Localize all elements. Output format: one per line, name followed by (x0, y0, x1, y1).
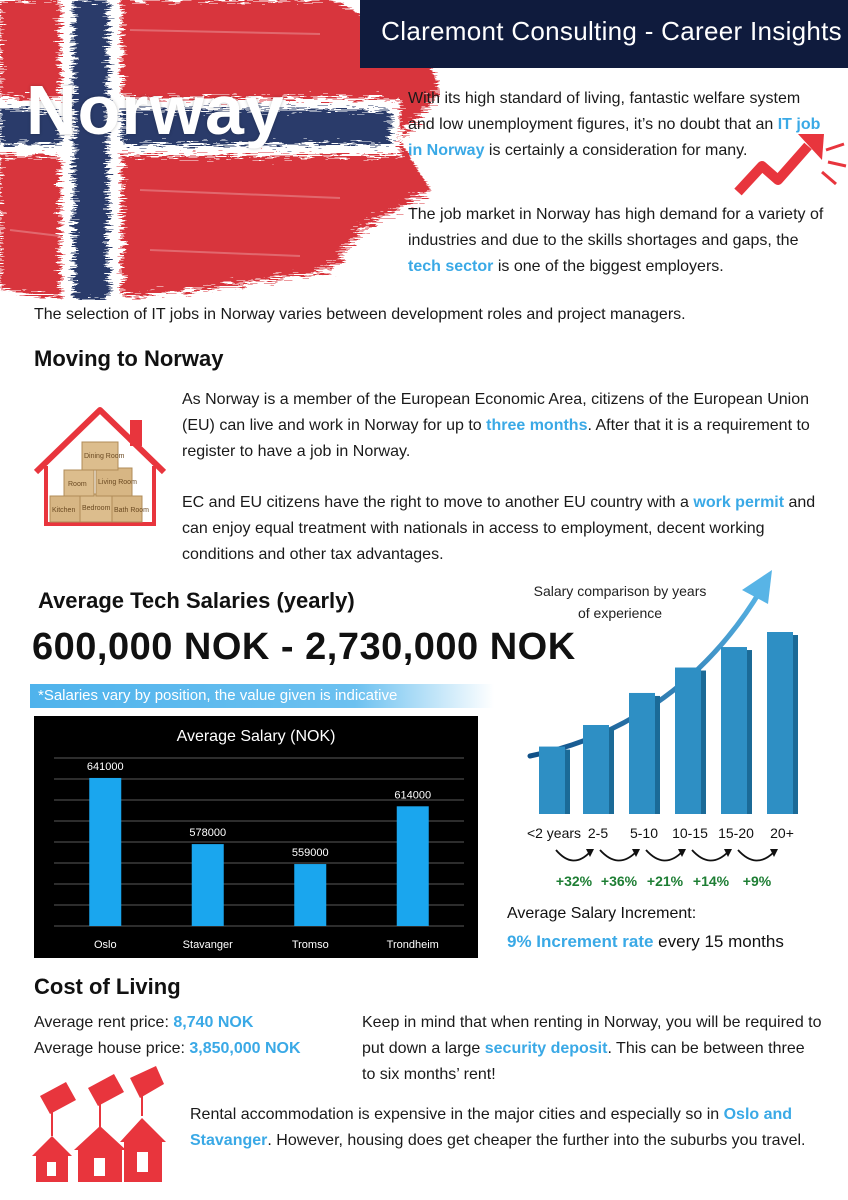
increment-arrow (646, 850, 682, 861)
increment-label: Average Salary Increment: (507, 905, 697, 922)
increment-label: +9% (742, 873, 772, 889)
increment-arrow (600, 850, 636, 861)
box-label-room: Room (68, 481, 87, 488)
intro-2-text: The job market in Norway has high demand for a variety of industries and due to the skills shortages and gaps, the (408, 206, 824, 249)
experience-bar (539, 747, 565, 814)
experience-bar (629, 693, 655, 814)
experience-bar-side (747, 650, 752, 814)
intro-2-highlight: tech sector (408, 258, 494, 275)
increment-arrow-head (724, 849, 732, 857)
deposit-text-end: . This can be between three to six months’ rent! (362, 1040, 805, 1083)
increment-rate-text: every 15 months (653, 932, 784, 951)
box-label-bathroom: Bath Room (114, 507, 150, 514)
header-bar (360, 0, 848, 68)
increment-label: +14% (692, 873, 730, 889)
city-bar-value-label: 578000 (189, 827, 227, 840)
increment-rate (507, 932, 784, 952)
experience-category-label: 20+ (770, 825, 794, 841)
city-chart-title: Average Salary (NOK) (176, 728, 336, 745)
city-bar-stavanger (192, 844, 224, 926)
moving-heading: Moving to Norway (34, 346, 224, 371)
moving-house-icon (28, 398, 168, 534)
intro-paragraph-3: The selection of IT jobs in Norway varies between development roles and project managers. (34, 306, 686, 323)
experience-bar (675, 668, 701, 814)
city-bar-value-label: 614000 (394, 789, 432, 802)
city-category-label: Stavanger (182, 939, 233, 951)
header-title: Claremont Consulting - Career Insights (381, 16, 842, 46)
rent-price-line (34, 1010, 253, 1036)
city-category-label: Oslo (93, 939, 117, 951)
rent-label: Average rent price: (34, 1014, 174, 1031)
intro-1-text-end: is certainly a consideration for many. (484, 142, 748, 159)
moving-2-text-end: and can enjoy equal treatment with nationals in access to employment, decent working conditions and other tax advantages. (182, 494, 816, 563)
experience-category-label: 5-10 (629, 825, 659, 841)
deposit-paragraph (362, 1010, 822, 1088)
city-bar-tromso (294, 864, 326, 926)
experience-bar-side (701, 671, 706, 814)
rental-highlight: Oslo and Stavanger (190, 1106, 793, 1149)
experience-bar-side (793, 635, 798, 814)
moving-paragraph-1 (182, 387, 822, 465)
cost-heading: Cost of Living (34, 974, 181, 999)
experience-bar-side (609, 728, 614, 814)
house-value: 3,850,000 NOK (189, 1040, 301, 1057)
moving-1-highlight: three months (486, 417, 588, 434)
country-title: Norway (26, 71, 285, 149)
rental-text: Rental accommodation is expensive in the major cities and especially so in (190, 1106, 724, 1123)
increment-arrow (556, 850, 590, 861)
rental-text-end: . However, housing does get cheaper the further into the suburbs you travel. (267, 1132, 806, 1149)
experience-bar (583, 725, 609, 814)
box-label-kitchen: Kitchen (52, 507, 76, 514)
rent-value: 8,740 NOK (173, 1014, 254, 1031)
moving-2-text: EC and EU citizens have the right to move to another EU country with a (182, 494, 694, 511)
experience-chart-caption: Salary comparison by years of experience (533, 583, 707, 621)
city-chart-svg (34, 716, 478, 958)
city-bar-trondheim (397, 806, 429, 926)
intro-paragraph-1 (408, 86, 828, 164)
experience-chart (500, 566, 848, 906)
experience-bar (721, 647, 747, 814)
city-bar-value-label: 559000 (291, 847, 329, 860)
deposit-highlight: security deposit (484, 1040, 608, 1057)
city-salary-chart (34, 716, 478, 958)
city-bar-value-label: 641000 (86, 760, 124, 773)
moving-1-text-end: . After that it is a requirement to register to have a job in Norway. (182, 417, 810, 460)
deposit-text: Keep in mind that when renting in Norway, you will be required to put down a large (362, 1014, 822, 1057)
rental-paragraph (190, 1102, 820, 1154)
intro-1-highlight: IT job in Norway (408, 116, 821, 159)
intro-paragraph-2 (408, 202, 828, 280)
salary-range: 600,000 NOK - 2,730,000 NOK (32, 626, 576, 668)
experience-category-label: 15-20 (718, 825, 754, 841)
experience-category-label: 2-5 (587, 825, 609, 841)
experience-bar (767, 632, 793, 814)
city-category-label: Trondheim (386, 939, 439, 951)
experience-category-label: <2 years (526, 825, 582, 841)
increment-label: +21% (646, 873, 684, 889)
house-label: Average house price: (34, 1040, 190, 1057)
intro-2-text-end: is one of the biggest employers. (493, 258, 724, 275)
increment-arrow (738, 850, 774, 861)
house-price-tags-icon (30, 1066, 170, 1186)
box-label-dining-room: Dining Room (84, 453, 125, 460)
house-price-line (34, 1036, 301, 1062)
city-bar-oslo (89, 778, 121, 926)
increment-arrow-head (770, 849, 778, 857)
moving-1-text: As Norway is a member of the European Economic Area, citizens of the European Union (EU) can live and work in Norway for up to (182, 391, 809, 434)
increment-arrow (692, 850, 728, 861)
box-label-bedroom: Bedroom (82, 505, 111, 512)
salaries-heading: Average Tech Salaries (yearly) (38, 588, 355, 613)
experience-bar-side (565, 750, 570, 814)
moving-paragraph-2 (182, 490, 822, 568)
city-category-label: Tromso (291, 939, 329, 951)
moving-2-highlight: work permit (693, 494, 785, 511)
increment-rate-highlight: 9% Increment rate (507, 932, 654, 951)
increment-label: +36% (600, 873, 638, 889)
increment-arrow-head (678, 849, 686, 857)
increment-arrow-head (632, 849, 640, 857)
intro-1-text: With its high standard of living, fantastic welfare system and low unemployment figures, it’s no doubt that an (408, 90, 801, 133)
experience-bar-side (655, 696, 660, 814)
salary-note-banner: *Salaries vary by position, the value given is indicative (30, 684, 494, 708)
experience-category-label: 10-15 (672, 825, 708, 841)
increment-label: +32% (555, 873, 593, 889)
box-label-living-room: Living Room (98, 479, 137, 486)
